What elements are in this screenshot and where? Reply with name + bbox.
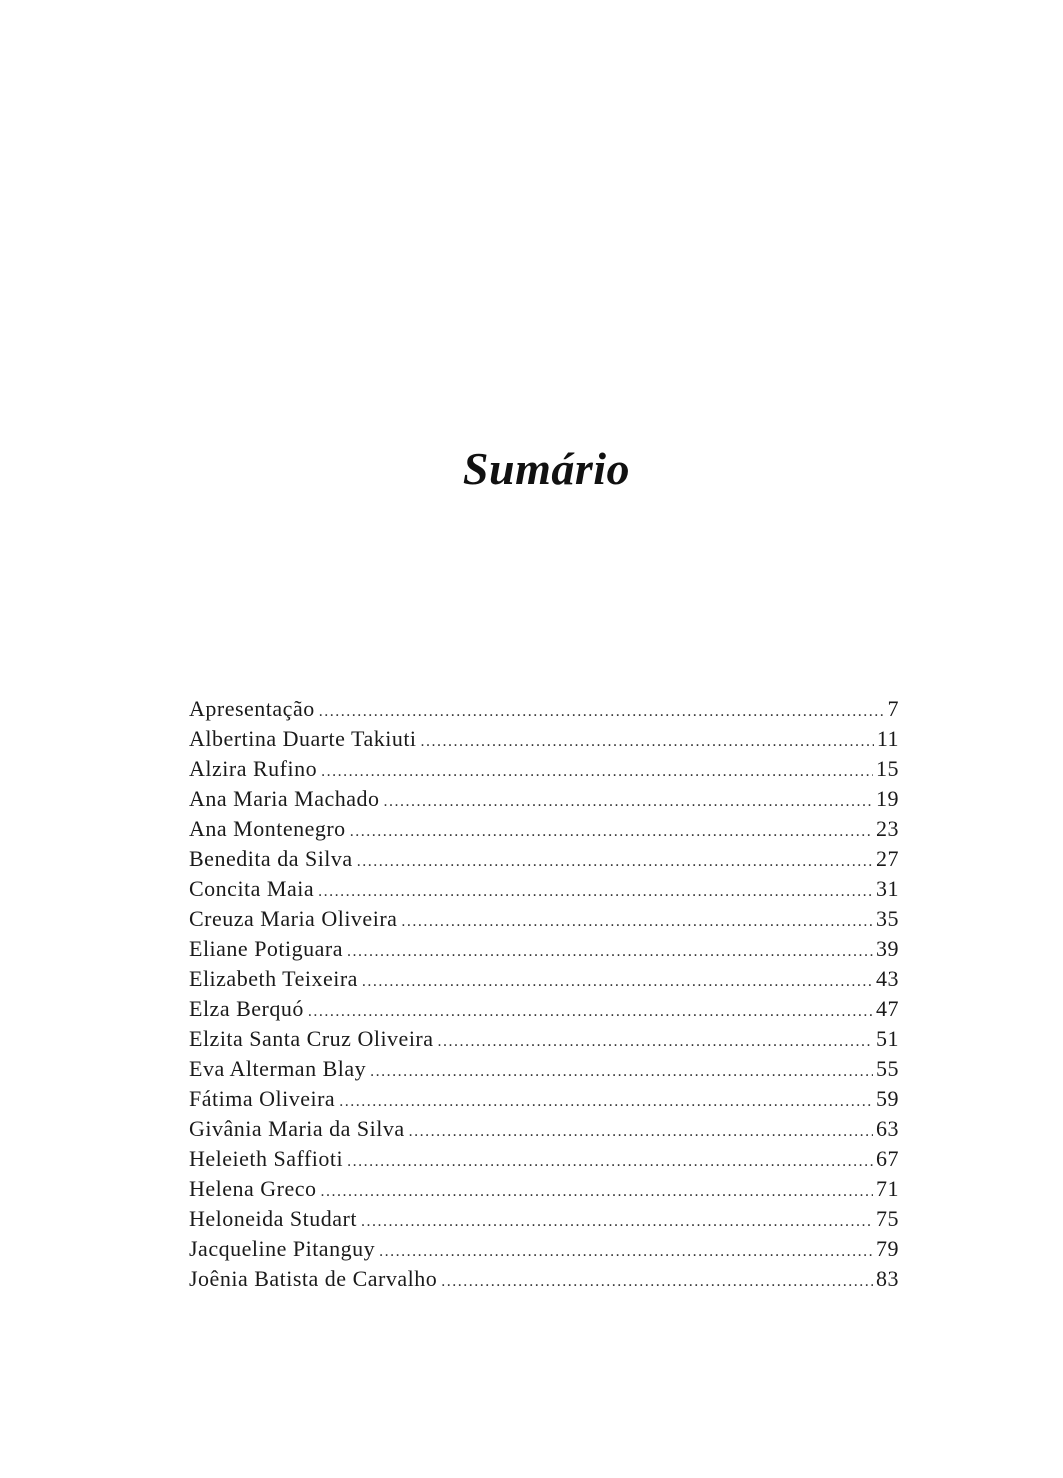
toc-entry-name: Heleieth Saffioti	[189, 1146, 344, 1171]
toc-entry[interactable]	[189, 1174, 899, 1204]
dot-leader	[421, 727, 874, 757]
table-of-contents	[189, 694, 899, 1294]
dot-leader	[318, 877, 873, 907]
toc-page-number: 27	[876, 846, 899, 871]
toc-entry[interactable]	[189, 1054, 899, 1084]
dot-leader	[384, 787, 873, 817]
dot-leader	[347, 1147, 873, 1177]
toc-entry-name: Fátima Oliveira	[189, 1086, 336, 1111]
toc-entry[interactable]	[189, 784, 899, 814]
toc-entry-name: Ana Montenegro	[189, 816, 346, 841]
toc-entry-name: Alzira Rufino	[189, 756, 318, 781]
toc-entry[interactable]	[189, 694, 899, 724]
toc-entry[interactable]	[189, 844, 899, 874]
dot-leader	[379, 1237, 873, 1267]
toc-page-number: 43	[876, 966, 899, 991]
dot-leader	[347, 937, 873, 967]
toc-entry-name: Elzita Santa Cruz Oliveira	[189, 1026, 434, 1051]
toc-entry[interactable]	[189, 1024, 899, 1054]
toc-entry-name: Apresentação	[189, 696, 315, 721]
toc-page-number: 47	[876, 996, 899, 1021]
toc-page-number: 67	[876, 1146, 899, 1171]
toc-entry-name: Joênia Batista de Carvalho	[189, 1266, 438, 1291]
dot-leader	[362, 967, 873, 997]
toc-page-number: 59	[876, 1086, 899, 1111]
toc-entry-name: Ana Maria Machado	[189, 786, 380, 811]
toc-entry-name: Eva Alterman Blay	[189, 1056, 367, 1081]
toc-entry[interactable]	[189, 964, 899, 994]
toc-page-number: 11	[876, 726, 899, 751]
toc-page-number: 79	[876, 1236, 899, 1261]
toc-entry[interactable]	[189, 1204, 899, 1234]
toc-page-number: 63	[876, 1116, 899, 1141]
toc-entry[interactable]	[189, 904, 899, 934]
toc-entry-name: Helena Greco	[189, 1176, 317, 1201]
page-title: Sumário	[462, 442, 631, 494]
toc-entry-name: Albertina Duarte Takiuti	[189, 726, 417, 751]
toc-entry[interactable]	[189, 1144, 899, 1174]
dot-leader	[350, 817, 873, 847]
toc-entry-name: Elizabeth Teixeira	[189, 966, 358, 991]
dot-leader	[308, 997, 873, 1027]
dot-leader	[321, 1177, 873, 1207]
toc-entry[interactable]	[189, 814, 899, 844]
toc-entry-name: Heloneida Studart	[189, 1206, 357, 1231]
toc-entry[interactable]	[189, 724, 899, 754]
dot-leader	[339, 1087, 873, 1117]
toc-page-number: 23	[876, 816, 899, 841]
toc-entry-name: Creuza Maria Oliveira	[189, 906, 398, 931]
toc-page-number: 7	[887, 696, 899, 721]
toc-entry-name: Eliane Potiguara	[189, 936, 344, 961]
toc-entry[interactable]	[189, 994, 899, 1024]
toc-entry-name: Givânia Maria da Silva	[189, 1116, 405, 1141]
toc-entry-name: Concita Maia	[189, 876, 315, 901]
toc-entry[interactable]	[189, 1264, 899, 1294]
toc-entry[interactable]	[189, 1114, 899, 1144]
dot-leader	[361, 1207, 873, 1237]
toc-entry-name: Jacqueline Pitanguy	[189, 1236, 376, 1261]
dot-leader	[438, 1027, 873, 1057]
toc-entry-name: Benedita da Silva	[189, 846, 353, 871]
toc-entry[interactable]	[189, 1234, 899, 1264]
toc-page-number: 75	[876, 1206, 899, 1231]
toc-page-number: 71	[876, 1176, 899, 1201]
toc-entry[interactable]	[189, 754, 899, 784]
dot-leader	[409, 1117, 873, 1147]
toc-entry[interactable]	[189, 934, 899, 964]
toc-page-number: 55	[876, 1056, 899, 1081]
dot-leader	[401, 907, 873, 937]
dot-leader	[441, 1267, 873, 1297]
dot-leader	[321, 757, 873, 787]
toc-page-number: 39	[876, 936, 899, 961]
toc-entry[interactable]	[189, 1084, 899, 1114]
toc-page-number: 51	[876, 1026, 899, 1051]
toc-page-number: 15	[876, 756, 899, 781]
dot-leader	[357, 847, 873, 877]
toc-entry-name: Elza Berquó	[189, 996, 304, 1021]
toc-page-number: 31	[876, 876, 899, 901]
dot-leader	[319, 697, 885, 727]
toc-page-number: 83	[876, 1266, 899, 1291]
toc-page-number: 35	[876, 906, 899, 931]
toc-page-number: 19	[876, 786, 899, 811]
toc-entry[interactable]	[189, 874, 899, 904]
dot-leader	[370, 1057, 873, 1087]
